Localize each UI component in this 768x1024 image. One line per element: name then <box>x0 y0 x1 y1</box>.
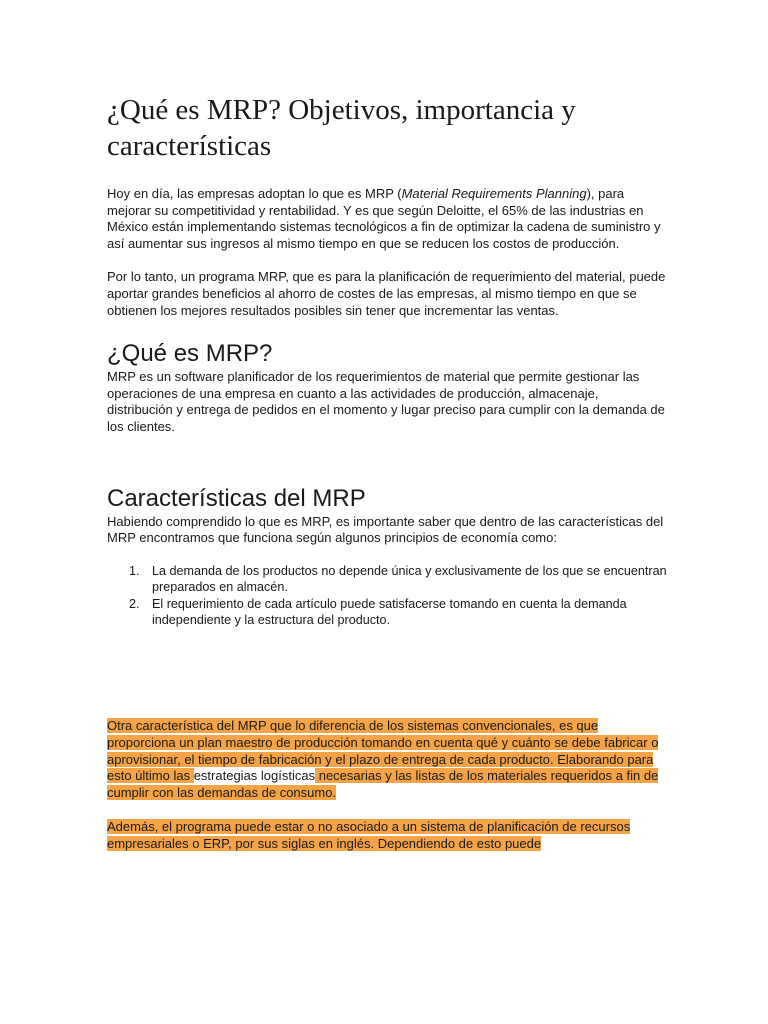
estrategias-logisticas-link[interactable]: estrategias logísticas <box>193 768 316 784</box>
que-es-mrp-paragraph: MRP es un software planificador de los requerimientos de material que permite gestionar las operaciones de una empresa en cuanto a las actividades de producción, almacenaje, distribución y entrega de pedidos en el momento y lugar preciso para cumplir con la demanda de los clientes. <box>107 369 665 434</box>
highlighted-paragraph-1 <box>107 718 667 801</box>
highlighted-text: Además, el programa puede estar o no asociado a un sistema de planificación de recursos empresariales o ERP, por sus siglas en inglés. Dependiendo de esto puede <box>107 819 631 851</box>
list-item-number: 2. <box>129 596 140 611</box>
list-item-text: El requerimiento de cada artículo puede satisfacerse tomando en cuenta la demanda independiente y la estructura del producto. <box>152 596 627 627</box>
intro-text-start: Hoy en día, las empresas adoptan lo que es MRP ( <box>107 186 402 201</box>
list-item <box>107 563 667 596</box>
list-item-number: 1. <box>129 563 140 578</box>
tanto-paragraph: Por lo tanto, un programa MRP, que es para la planificación de requerimiento del material, puede aportar grandes beneficios al ahorro de costes de las empresas, al mismo tiempo en que se obtienen los mejores resultados posibles sin tener que incrementar las ventas. <box>107 269 666 318</box>
list-item-text: La demanda de los productos no depende única y exclusivamente de los que se encuentran preparados en almacén. <box>152 563 667 595</box>
principles-list <box>107 563 667 629</box>
intro-italic-term: Material Requirements Planning <box>401 186 587 201</box>
intro-paragraph <box>107 186 667 252</box>
page-title: ¿Qué es MRP? Objetivos, importancia y características <box>107 94 576 162</box>
highlighted-paragraph-2 <box>107 819 667 852</box>
section-heading-caracteristicas: Características del MRP <box>107 484 366 512</box>
intro-text-end: ), para mejorar su competitividad y rentabilidad. Y es que según Deloitte, el 65% de las industrias en México están implementando sistemas tecnológicos a fin de optimizar la cadena de suministro y así aumentar sus ingresos al mismo tiempo en que se reducen los costos de producción. <box>107 186 661 251</box>
highlighted-text: Otra característica del MRP que lo diferencia de los sistemas convencionales, es que proporciona un plan maestro de producción tomando en cuenta qué y cuánto se debe fabricar o aprovisionar, el tiempo de fabricación y el plazo de entrega de cada producto. Elaborando para esto último las <box>107 718 659 784</box>
highlighted-text: necesarias y las listas de los materiales requeridos a fin de cumplir con las demandas de consumo. <box>107 768 659 800</box>
list-item <box>107 596 667 629</box>
section-heading-que-es-mrp: ¿Qué es MRP? <box>107 340 273 368</box>
document-page <box>107 92 667 853</box>
caracteristicas-paragraph: Habiendo comprendido lo que es MRP, es importante saber que dentro de las características del MRP encontramos que funciona según algunos principios de economía como: <box>107 513 664 546</box>
